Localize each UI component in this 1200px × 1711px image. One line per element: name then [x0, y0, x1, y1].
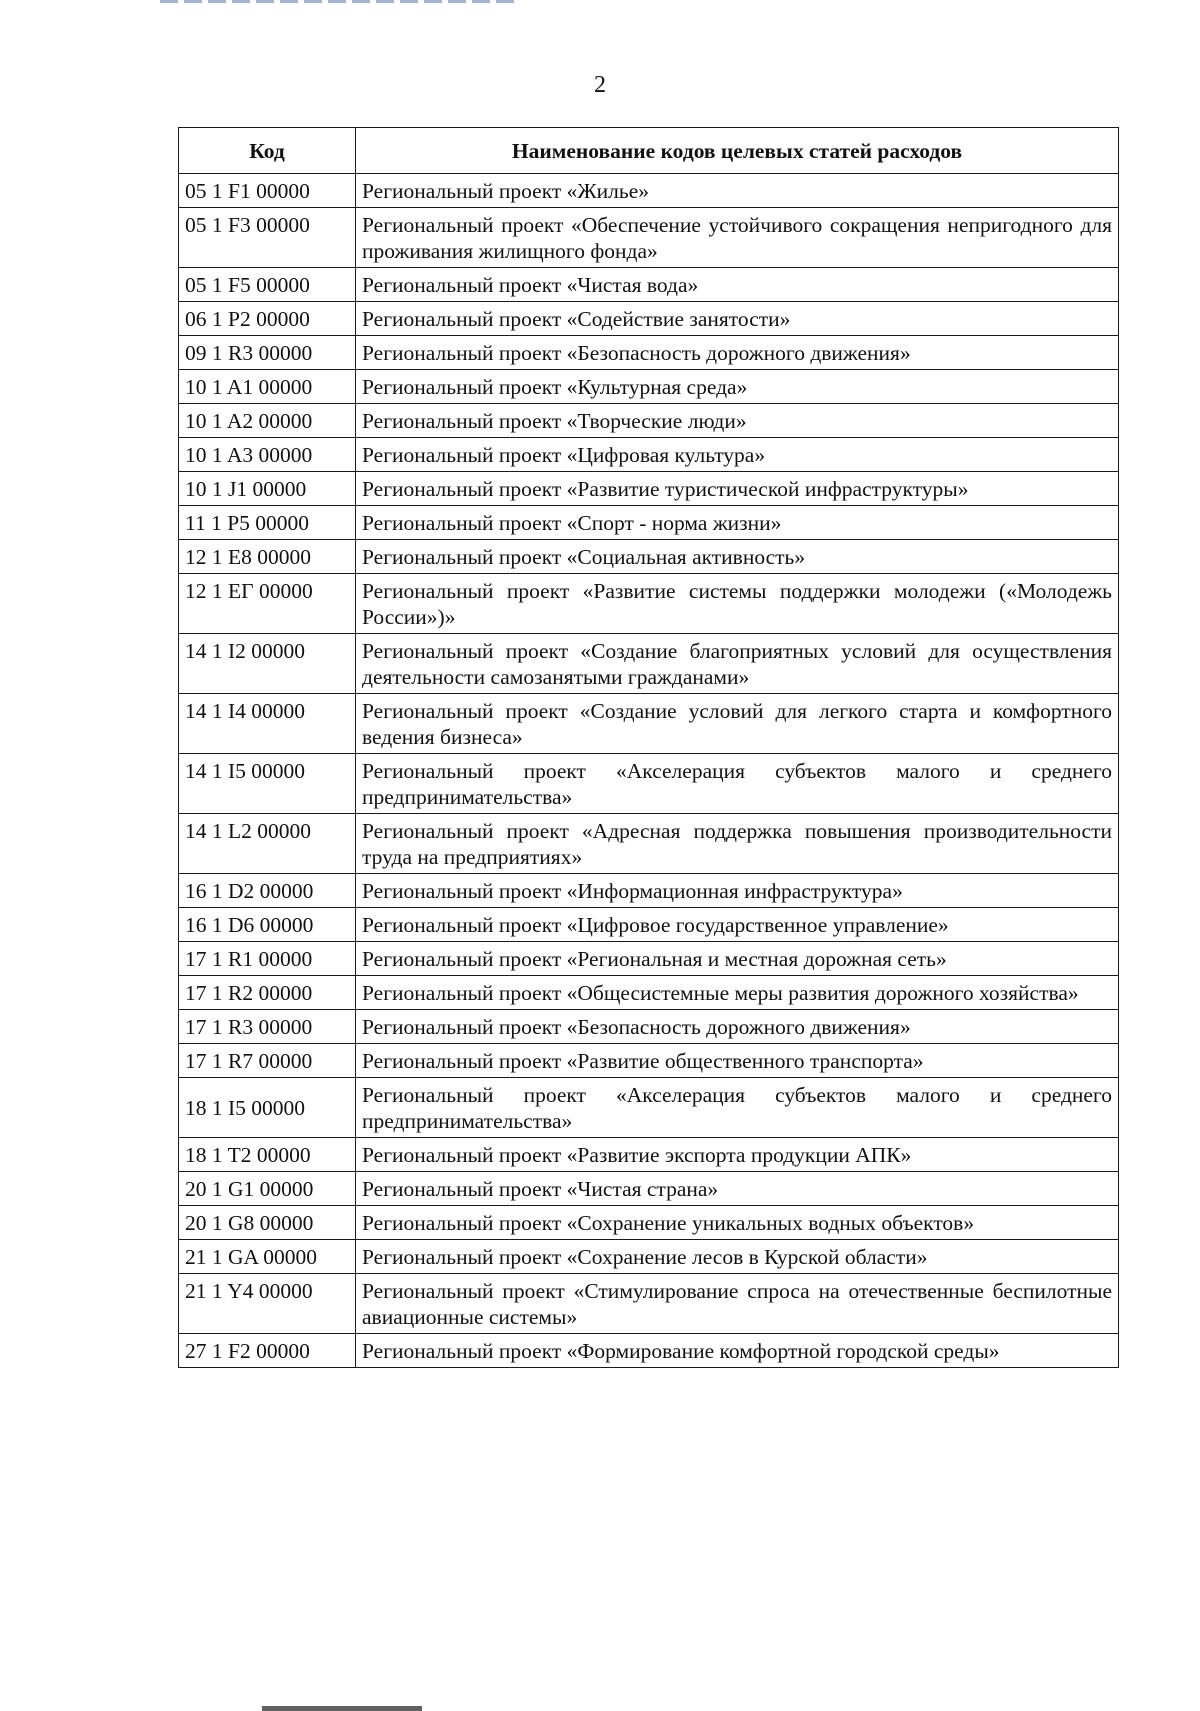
- table-row: [179, 336, 1119, 370]
- row-name: Региональный проект «Развитие экспорта продукции АПК»: [356, 1138, 1119, 1172]
- row-code: 17 1 R7 00000: [179, 1044, 356, 1078]
- row-name: Региональный проект «Развитие туристической инфраструктуры»: [356, 472, 1119, 506]
- row-name: Региональный проект «Создание условий для легкого старта и комфортного ведения бизнеса»: [356, 694, 1119, 754]
- expense-codes-table: [178, 127, 1119, 1368]
- row-name: Региональный проект «Чистая страна»: [356, 1172, 1119, 1206]
- table-header: [179, 128, 1119, 174]
- row-name: Региональный проект «Безопасность дорожного движения»: [356, 336, 1119, 370]
- row-name: Региональный проект «Творческие люди»: [356, 404, 1119, 438]
- row-code: 18 1 T2 00000: [179, 1138, 356, 1172]
- header-code: Код: [179, 128, 356, 174]
- row-code: 14 1 I4 00000: [179, 694, 356, 754]
- table-row: [179, 1206, 1119, 1240]
- row-code: 16 1 D2 00000: [179, 874, 356, 908]
- table-row: [179, 506, 1119, 540]
- row-name: Региональный проект «Региональная и местная дорожная сеть»: [356, 942, 1119, 976]
- row-name: Региональный проект «Общесистемные меры развития дорожного хозяйства»: [356, 976, 1119, 1010]
- row-name: Региональный проект «Содействие занятости»: [356, 302, 1119, 336]
- row-code: 17 1 R2 00000: [179, 976, 356, 1010]
- table-row: [179, 574, 1119, 634]
- row-code: 16 1 D6 00000: [179, 908, 356, 942]
- row-name: Региональный проект «Обеспечение устойчивого сокращения непригодного для проживания жилищного фонда»: [356, 208, 1119, 268]
- table-row: [179, 1172, 1119, 1206]
- row-code: 20 1 G1 00000: [179, 1172, 356, 1206]
- table-row: [179, 1010, 1119, 1044]
- row-code: 14 1 I2 00000: [179, 634, 356, 694]
- table-row: [179, 438, 1119, 472]
- table-row: [179, 694, 1119, 754]
- row-code: 17 1 R1 00000: [179, 942, 356, 976]
- table-row: [179, 1078, 1119, 1138]
- table-row: [179, 1334, 1119, 1368]
- row-name: Региональный проект «Создание благоприятных условий для осуществления деятельности самозанятыми гражданами»: [356, 634, 1119, 694]
- row-code: 10 1 J1 00000: [179, 472, 356, 506]
- table-row: [179, 1044, 1119, 1078]
- header-row: [179, 128, 1119, 174]
- table-row: [179, 472, 1119, 506]
- scan-artifact-bottom: [262, 1706, 422, 1711]
- row-name: Региональный проект «Развитие общественного транспорта»: [356, 1044, 1119, 1078]
- table-row: [179, 634, 1119, 694]
- row-name: Региональный проект «Жилье»: [356, 174, 1119, 208]
- table-row: [179, 1138, 1119, 1172]
- table-row: [179, 1240, 1119, 1274]
- row-code: 14 1 L2 00000: [179, 814, 356, 874]
- table-row: [179, 370, 1119, 404]
- table-row: [179, 302, 1119, 336]
- table-row: [179, 942, 1119, 976]
- row-code: 17 1 R3 00000: [179, 1010, 356, 1044]
- row-name: Региональный проект «Социальная активность»: [356, 540, 1119, 574]
- row-code: 20 1 G8 00000: [179, 1206, 356, 1240]
- row-code: 27 1 F2 00000: [179, 1334, 356, 1368]
- row-code: 10 1 A1 00000: [179, 370, 356, 404]
- row-code: 05 1 F3 00000: [179, 208, 356, 268]
- row-code: 09 1 R3 00000: [179, 336, 356, 370]
- row-code: 11 1 P5 00000: [179, 506, 356, 540]
- row-code: 05 1 F5 00000: [179, 268, 356, 302]
- row-code: 10 1 A3 00000: [179, 438, 356, 472]
- row-name: Региональный проект «Цифровая культура»: [356, 438, 1119, 472]
- row-name: Региональный проект «Развитие системы поддержки молодежи («Молодежь России»)»: [356, 574, 1119, 634]
- row-name: Региональный проект «Стимулирование спроса на отечественные беспилотные авиационные системы»: [356, 1274, 1119, 1334]
- row-name: Региональный проект «Сохранение лесов в Курской области»: [356, 1240, 1119, 1274]
- row-code: 12 1 ЕГ 00000: [179, 574, 356, 634]
- row-name: Региональный проект «Сохранение уникальных водных объектов»: [356, 1206, 1119, 1240]
- row-name: Региональный проект «Культурная среда»: [356, 370, 1119, 404]
- row-name: Региональный проект «Адресная поддержка повышения производительности труда на предприятиях»: [356, 814, 1119, 874]
- row-name: Региональный проект «Чистая вода»: [356, 268, 1119, 302]
- table-row: [179, 208, 1119, 268]
- table-row: [179, 814, 1119, 874]
- row-name: Региональный проект «Формирование комфортной городской среды»: [356, 1334, 1119, 1368]
- table-row: [179, 754, 1119, 814]
- row-name: Региональный проект «Спорт - норма жизни»: [356, 506, 1119, 540]
- row-code: 12 1 E8 00000: [179, 540, 356, 574]
- table-row: [179, 1274, 1119, 1334]
- table-body: [179, 174, 1119, 1368]
- table-row: [179, 908, 1119, 942]
- table-row: [179, 404, 1119, 438]
- table-row: [179, 540, 1119, 574]
- row-name: Региональный проект «Цифровое государственное управление»: [356, 908, 1119, 942]
- row-name: Региональный проект «Информационная инфраструктура»: [356, 874, 1119, 908]
- row-code: 21 1 Y4 00000: [179, 1274, 356, 1334]
- page-number: 2: [594, 72, 606, 98]
- row-code: 14 1 I5 00000: [179, 754, 356, 814]
- table-row: [179, 874, 1119, 908]
- row-code: 05 1 F1 00000: [179, 174, 356, 208]
- table-row: [179, 268, 1119, 302]
- row-name: Региональный проект «Безопасность дорожного движения»: [356, 1010, 1119, 1044]
- header-name: Наименование кодов целевых статей расходов: [356, 128, 1119, 174]
- scan-artifact-top: [160, 0, 520, 3]
- row-code: 06 1 P2 00000: [179, 302, 356, 336]
- table-row: [179, 174, 1119, 208]
- row-name: Региональный проект «Акселерация субъектов малого и среднего предпринимательства»: [356, 1078, 1119, 1138]
- row-code: 10 1 A2 00000: [179, 404, 356, 438]
- row-code: 18 1 I5 00000: [179, 1078, 356, 1138]
- row-name: Региональный проект «Акселерация субъектов малого и среднего предпринимательства»: [356, 754, 1119, 814]
- row-code: 21 1 GA 00000: [179, 1240, 356, 1274]
- table-row: [179, 976, 1119, 1010]
